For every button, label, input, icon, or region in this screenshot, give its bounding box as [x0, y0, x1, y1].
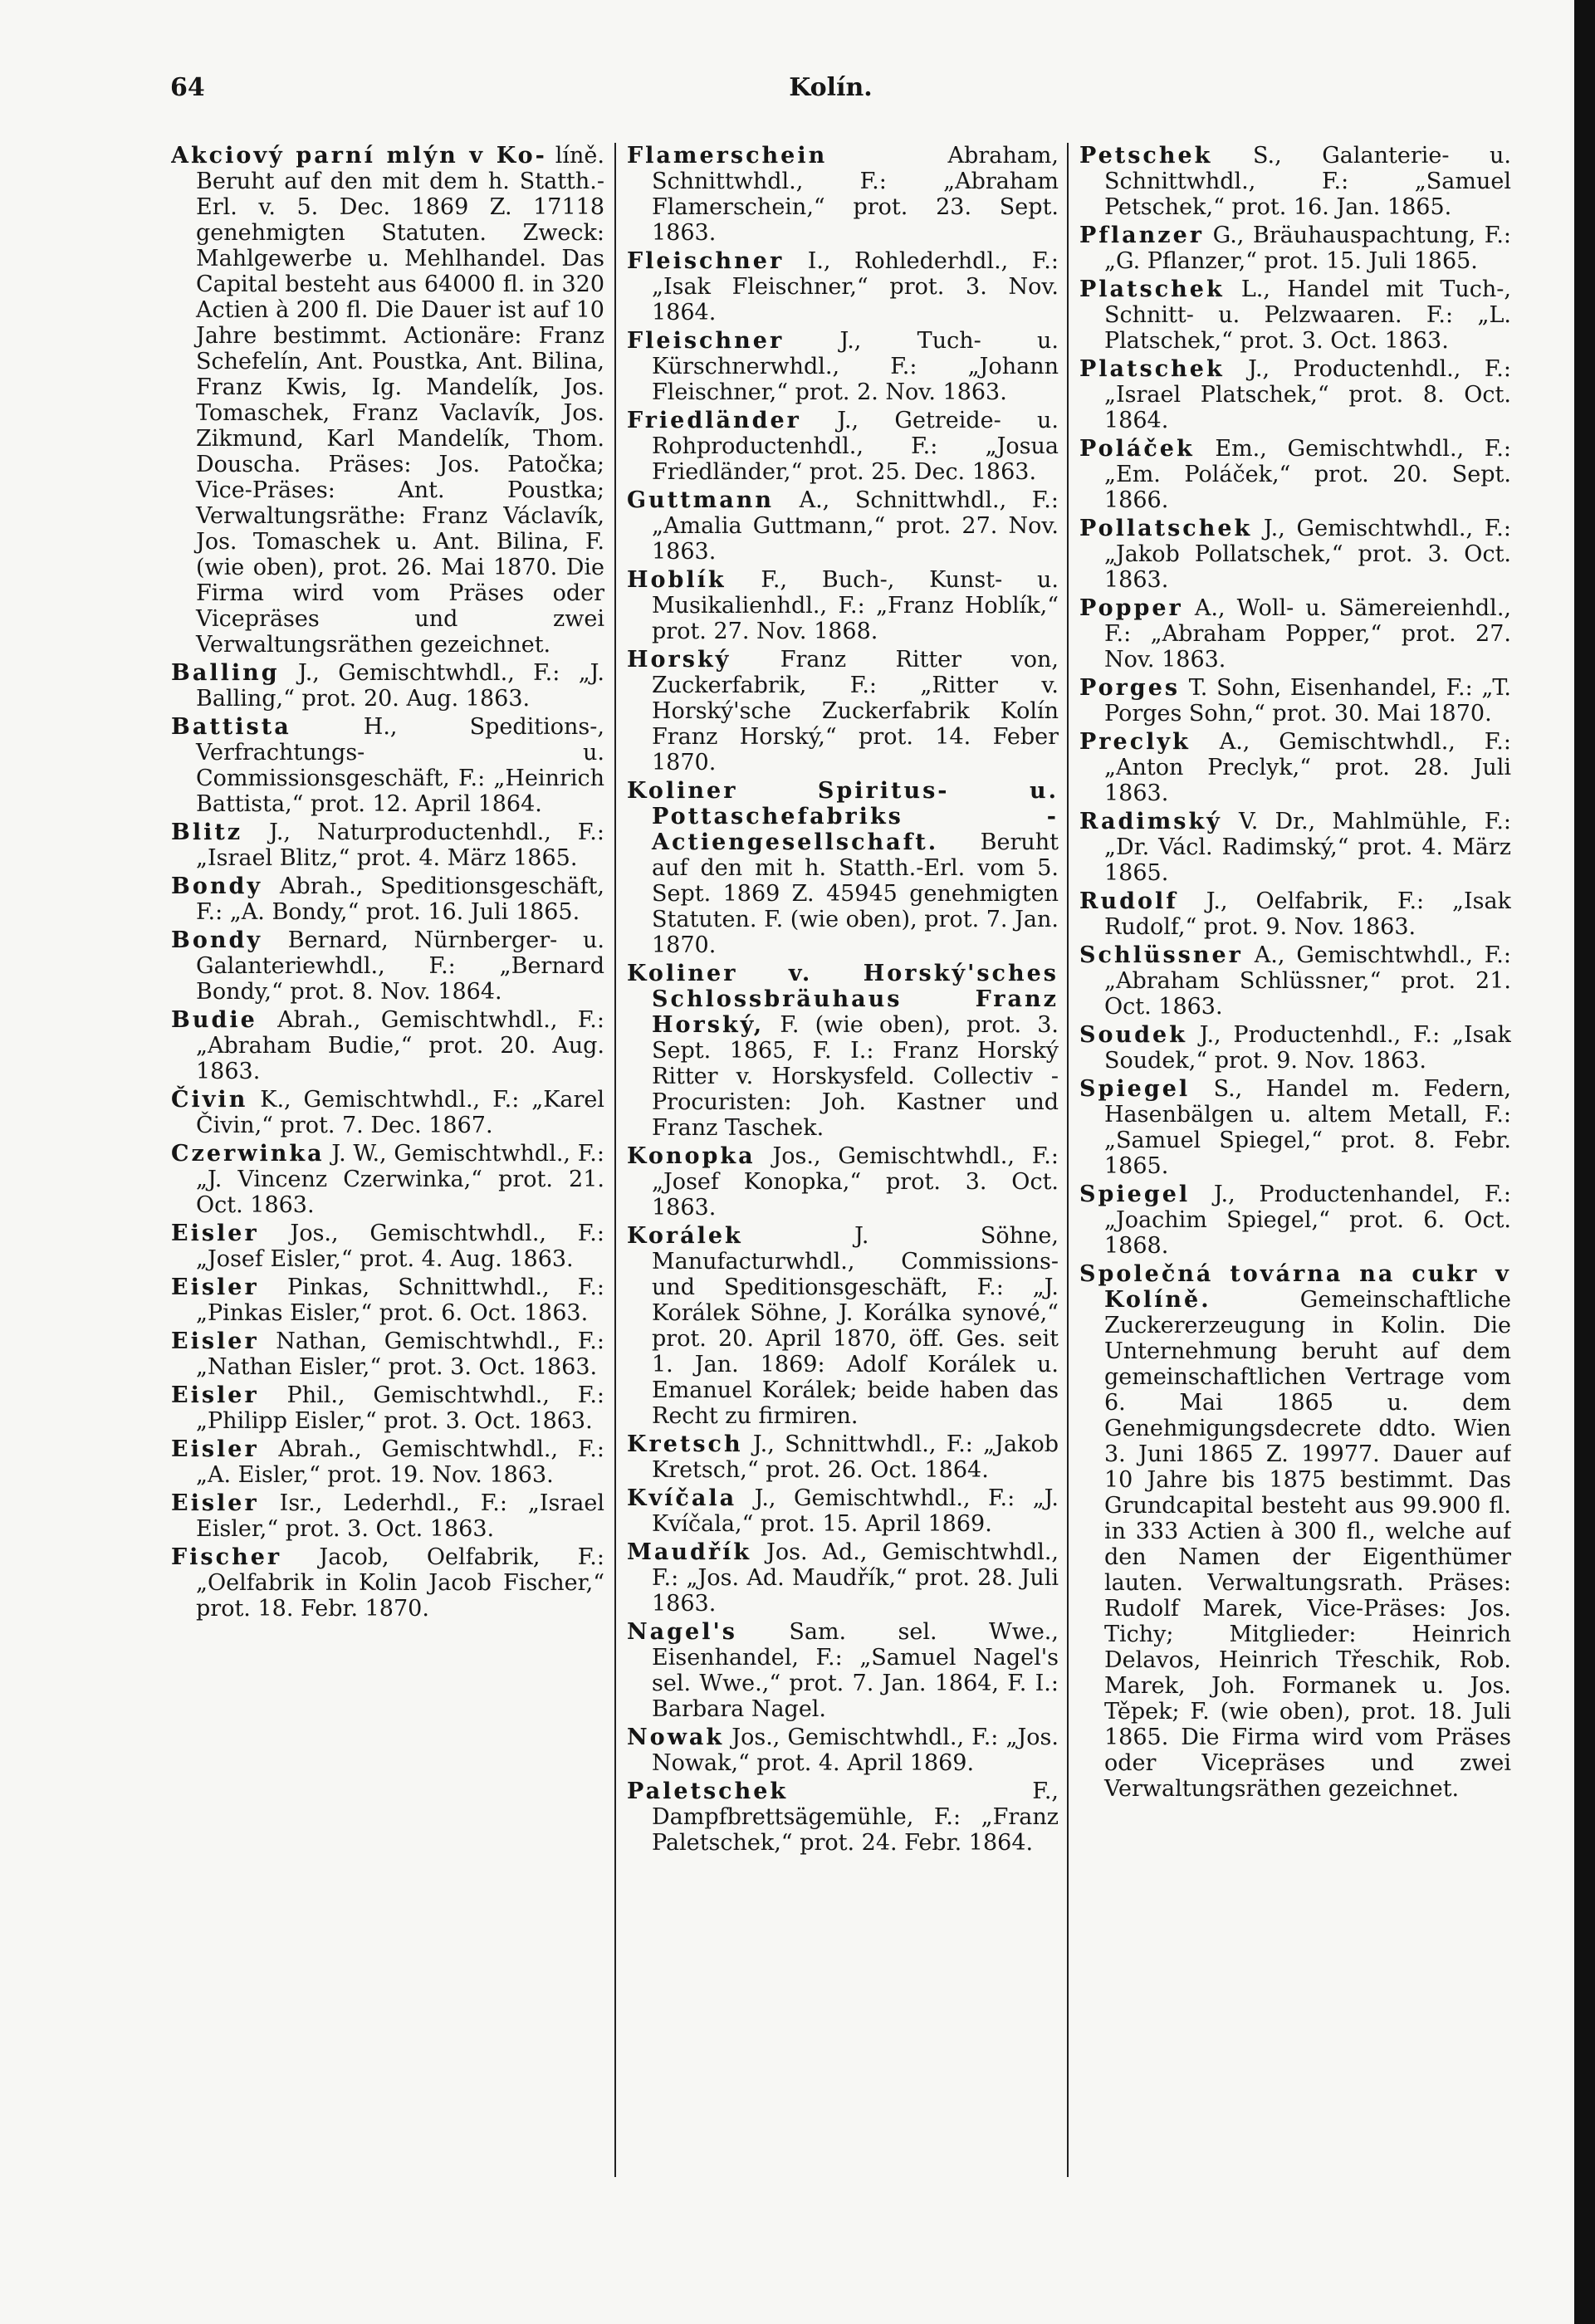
entry-text: L., Handel mit Tuch-, Schnitt- u. Pelzwaaren. F.: „L. Platschek,“ prot. 3. Oct. 1863. [1104, 276, 1511, 354]
entry-name: Poláček [1079, 436, 1195, 462]
entry-text: G., Bräuhauspachtung, F.: „G. Pflanzer,“ prot. 15. Juli 1865. [1104, 223, 1511, 274]
entry-text: Jacob, Oelfabrik, F.: „Oelfabrik in Kolin Jacob Fischer,“ prot. 18. Febr. 1870. [196, 1544, 604, 1622]
entry-name: Platschek [1079, 356, 1225, 382]
page-number: 64 [170, 73, 205, 102]
entry-text: A., Woll- u. Sämereienhdl., F.: „Abraham Popper,“ prot. 27. Nov. 1863. [1104, 595, 1511, 673]
directory-entry [171, 1544, 604, 1622]
entry-name: Koliner v. Horský'sches Schlossbräuhaus Franz Horský, [627, 961, 1059, 1038]
directory-entry [171, 1382, 604, 1434]
entry-text: A., Gemischtwhdl., F.: „Anton Preclyk,“ prot. 28. Juli 1863. [1104, 729, 1511, 806]
directory-entry [171, 1275, 604, 1326]
entry-name: Bondy [171, 927, 263, 953]
entry-name: Pollatschek [1079, 516, 1253, 541]
entry-text: F. (wie oben), prot. 3. Sept. 1865, F. I.: Franz Horský Ritter v. Horskysfeld. Collectiv - Procuristen: Joh. Kastner und Franz Taschek. [652, 1012, 1059, 1141]
column-3 [1079, 143, 1511, 2185]
entry-name: Fleischner [627, 248, 785, 274]
directory-entry [1079, 1022, 1511, 1074]
directory-entry [627, 1539, 1059, 1617]
directory-entry [627, 1485, 1059, 1537]
entry-text: V. Dr., Mahlmühle, F.: „Dr. Václ. Radimský,“ prot. 4. März 1865. [1104, 809, 1511, 886]
entry-name: Spiegel [1079, 1076, 1191, 1102]
directory-entry [1079, 729, 1511, 806]
entry-text: J., Gemischtwhdl., F.: „Jakob Pollatschek,“ prot. 3. Oct. 1863. [1104, 516, 1511, 593]
entry-text: I., Rohlederhdl., F.: „Isak Fleischner,“ prot. 3. Nov. 1864. [652, 248, 1059, 325]
entry-name: Konopka [627, 1143, 756, 1169]
entry-text: Sam. sel. Wwe., Eisenhandel, F.: „Samuel Nagel's sel. Wwe.,“ prot. 7. Jan. 1864, F. I.: Barbara Nagel. [652, 1619, 1059, 1722]
entry-text: Beruht auf den mit h. Statth.-Erl. vom 5. Sept. 1869 Z. 45945 genehmigten Statuten. F. (wie oben), prot. 7. Jan. 1870. [652, 829, 1059, 958]
directory-entry [627, 1778, 1059, 1856]
entry-name: Kvíčala [627, 1485, 737, 1511]
entry-text: T. Sohn, Eisenhandel, F.: „T. Porges Sohn,“ prot. 30. Mai 1870. [1104, 675, 1511, 727]
entry-text: Phil., Gemischtwhdl., F.: „Philipp Eisler,“ prot. 3. Oct. 1863. [196, 1382, 604, 1434]
entry-name: Flamerschein [627, 143, 828, 169]
entry-text: Abrah., Gemischtwhdl., F.: „A. Eisler,“ prot. 19. Nov. 1863. [196, 1436, 604, 1488]
entry-name: Friedländer [627, 408, 801, 433]
entry-text: Pinkas, Schnittwhdl., F.: „Pinkas Eisler,“ prot. 6. Oct. 1863. [196, 1275, 604, 1326]
entry-text: Jos., Gemischtwhdl., F.: „Josef Konopka,“ prot. 3. Oct. 1863. [652, 1143, 1059, 1221]
entry-name: Bondy [171, 873, 263, 899]
entry-text: Nathan, Gemischtwhdl., F.: „Nathan Eisler,“ prot. 3. Oct. 1863. [196, 1328, 604, 1380]
entry-text: A., Schnittwhdl., F.: „Amalia Guttmann,“ prot. 27. Nov. 1863. [652, 487, 1059, 565]
directory-entry [627, 961, 1059, 1141]
entry-text: A., Gemischtwhdl., F.: „Abraham Schlüssner,“ prot. 21. Oct. 1863. [1104, 942, 1511, 1020]
entry-name: Nagel's [627, 1619, 737, 1645]
entry-name: Petschek [1079, 143, 1213, 169]
entry-text: líně. Beruht auf den mit dem h. Statth.-Erl. v. 5. Dec. 1869 Z. 17118 genehmigten Statuten. Zweck: Mahlgewerbe u. Mehlhandel. Das Capital besteht aus 64000 fl. in 320 Actien à 200 fl. Die Dauer ist auf 10 Jahre bestimmt. Actionäre: Franz Schefelín, Ant. Poustka, Ant. Bilina, Franz Kwis, Ig. Mandelík, Jos. Tomaschek, Franz Vaclavík, Jos. Zikmund, Karl Mandelík, Thom. Douscha. Präses: Jos. Patočka; Vice-Präses: Ant. Poustka; Verwaltungsräthe: Franz Václavík, Jos. Tomaschek u. Ant. Bilina, F. (wie oben), prot. 26. Mai 1870. Die Firma wird vom Präses oder Vicepräses und zwei Verwaltungsräthen gezeichnet. [196, 143, 604, 658]
entry-text: J., Productenhandel, F.: „Joachim Spiegel,“ prot. 6. Oct. 1868. [1104, 1182, 1511, 1259]
column-divider [1067, 143, 1069, 2177]
directory-entry [171, 820, 604, 871]
directory-entry [627, 487, 1059, 565]
entry-text: Franz Ritter von, Zuckerfabrik, F.: „Ritter v. Horský'sche Zuckerfabrik Kolín Franz Horský,“ prot. 14. Feber 1870. [652, 647, 1059, 775]
directory-entry [1079, 223, 1511, 274]
entry-name: Guttmann [627, 487, 774, 513]
directory-entry [627, 1431, 1059, 1483]
directory-entry [627, 1619, 1059, 1722]
entry-name: Soudek [1079, 1022, 1187, 1048]
directory-entry [627, 248, 1059, 325]
directory-entry [171, 660, 604, 712]
directory-entry [171, 873, 604, 925]
entry-text: J., Getreide- u. Rohproductenhdl., F.: „Josua Friedländer,“ prot. 25. Dec. 1863. [652, 408, 1059, 485]
entry-text: J., Gemischtwhdl., F.: „J. Balling,“ prot. 20. Aug. 1863. [196, 660, 604, 712]
entry-text: F., Dampfbrettsägemühle, F.: „Franz Paletschek,“ prot. 24. Febr. 1864. [652, 1778, 1059, 1856]
directory-entry [1079, 888, 1511, 940]
directory-entry [627, 328, 1059, 405]
entry-name: Paletschek [627, 1778, 789, 1804]
directory-entry [1079, 675, 1511, 727]
column-divider [614, 143, 616, 2177]
directory-entry [171, 1087, 604, 1138]
column-2 [627, 143, 1059, 2185]
entry-text: Abrah., Speditionsgeschäft, F.: „A. Bondy,“ prot. 16. Juli 1865. [196, 873, 604, 925]
entry-text: Abraham, Schnittwhdl., F.: „Abraham Flamerschein,“ prot. 23. Sept. 1863. [652, 143, 1059, 246]
entry-text: H., Speditions-, Verfrachtungs- u. Commissionsgeschäft, F.: „Heinrich Battista,“ prot. 12. April 1864. [196, 714, 604, 817]
entry-name: Hoblík [627, 567, 727, 593]
entry-name: Čivin [171, 1087, 248, 1113]
entry-name: Porges [1079, 675, 1181, 701]
entry-name: Eisler [171, 1490, 259, 1516]
entry-name: Eisler [171, 1221, 259, 1246]
directory-entry [627, 647, 1059, 775]
entry-name: Pflanzer [1079, 223, 1205, 248]
entry-name: Maudřík [627, 1539, 752, 1565]
directory-entry [1079, 809, 1511, 886]
directory-entry [171, 1141, 604, 1218]
entry-name: Horský [627, 647, 731, 673]
directory-entry [171, 714, 604, 817]
entry-text: J., Gemischtwhdl., F.: „J. Kvíčala,“ prot. 15. April 1869. [652, 1485, 1059, 1537]
directory-entry [627, 143, 1059, 246]
directory-entry [171, 1007, 604, 1084]
column-1 [171, 143, 604, 2185]
directory-entry [171, 1328, 604, 1380]
entry-text: Jos. Ad., Gemischtwhdl., F.: „Jos. Ad. Maudřík,“ prot. 28. Juli 1863. [652, 1539, 1059, 1617]
directory-entry [171, 1436, 604, 1488]
entry-text: S., Galanterie- u. Schnittwhdl., F.: „Samuel Petschek,“ prot. 16. Jan. 1865. [1104, 143, 1511, 220]
entry-text: Em., Gemischtwhdl., F.: „Em. Poláček,“ prot. 20. Sept. 1866. [1104, 436, 1511, 513]
entry-text: Gemeinschaftliche Zuckererzeugung in Kolin. Die Unternehmung beruht auf dem gemeinschaftlichen Vertrage vom 6. Mai 1865 u. dem Genehmigungsdecrete ddto. Wien 3. Juni 1865 Z. 19977. Dauer auf 10 Jahre bis 1875 bestimmt. Das Grundcapital besteht aus 99.900 fl. in 333 Actien à 300 fl., welche auf den Namen der Eigenthümer lauten. Verwaltungsrath. Präses: Rudolf Marek, Vice-Präses: Jos. Tichy; Mitglieder: Heinrich Delavos, Heinrich Třeschik, Rob. Marek, Joh. Formanek u. Jos. Těpek; F. (wie oben), prot. 18. Juli 1865. Die Firma wird vom Präses oder Vicepräses und zwei Verwaltungsräthen gezeichnet. [1104, 1287, 1511, 1802]
directory-entry [1079, 143, 1511, 220]
entry-text: S., Handel m. Federn, Hasenbälgen u. altem Metall, F.: „Samuel Spiegel,“ prot. 8. Febr. 1865. [1104, 1076, 1511, 1179]
entry-name: Eisler [171, 1275, 259, 1300]
directory-entry [171, 1490, 604, 1542]
directory-entry [1079, 1182, 1511, 1259]
entry-name: Nowak [627, 1725, 725, 1750]
entry-text: J., Tuch- u. Kürschnerwhdl., F.: „Johann Fleischner,“ prot. 2. Nov. 1863. [652, 328, 1059, 405]
entry-name: Radimský [1079, 809, 1222, 834]
entry-name: Společná továrna na cukr v Kolíně. [1079, 1261, 1511, 1313]
directory-entry [1079, 595, 1511, 673]
directory-entry [1079, 1076, 1511, 1179]
directory-entry [1079, 942, 1511, 1020]
entry-name: Akciový parní mlýn v Ko- [171, 143, 547, 169]
entry-name: Kretsch [627, 1431, 743, 1457]
directory-entry [1079, 516, 1511, 593]
directory-entry [1079, 356, 1511, 433]
directory-entry [171, 143, 604, 658]
entry-name: Blitz [171, 820, 243, 845]
entry-name: Fischer [171, 1544, 282, 1570]
entry-name: Koliner Spiritus- u. Pottaschefabriks - Actiengesellschaft. [627, 778, 1059, 855]
page-header [170, 73, 1491, 106]
entry-name: Korálek [627, 1223, 743, 1249]
entry-text: Jos., Gemischtwhdl., F.: „Jos. Nowak,“ prot. 4. April 1869. [652, 1725, 1059, 1776]
entry-name: Eisler [171, 1382, 259, 1408]
entry-name: Czerwinka [171, 1141, 325, 1167]
directory-entry [171, 927, 604, 1005]
entry-text: J., Schnittwhdl., F.: „Jakob Kretsch,“ prot. 26. Oct. 1864. [652, 1431, 1059, 1483]
directory-entry [1079, 436, 1511, 513]
entry-text: Isr., Lederhdl., F.: „Israel Eisler,“ prot. 3. Oct. 1863. [196, 1490, 604, 1542]
directory-entry [627, 408, 1059, 485]
entry-text: K., Gemischtwhdl., F.: „Karel Čivin,“ prot. 7. Dec. 1867. [196, 1087, 604, 1138]
entry-text: F., Buch-, Kunst- u. Musikalienhdl., F.: „Franz Hoblík,“ prot. 27. Nov. 1868. [652, 567, 1059, 644]
directory-entry [627, 1143, 1059, 1221]
directory-entry [627, 778, 1059, 958]
entry-name: Preclyk [1079, 729, 1191, 755]
entry-name: Battista [171, 714, 291, 740]
entry-name: Budie [171, 1007, 257, 1033]
directory-entry [1079, 1261, 1511, 1802]
entry-name: Eisler [171, 1436, 259, 1462]
entry-name: Rudolf [1079, 888, 1178, 914]
entry-text: Abrah., Gemischtwhdl., F.: „Abraham Budie,“ prot. 20. Aug. 1863. [196, 1007, 604, 1084]
entry-text: Jos., Gemischtwhdl., F.: „Josef Eisler,“ prot. 4. Aug. 1863. [196, 1221, 604, 1272]
entry-text: Bernard, Nürnberger- u. Galanteriewhdl., F.: „Bernard Bondy,“ prot. 8. Nov. 1864. [196, 927, 604, 1005]
entry-text: J., Naturproductenhdl., F.: „Israel Blitz,“ prot. 4. März 1865. [196, 820, 604, 871]
directory-entry [627, 1725, 1059, 1776]
entry-name: Spiegel [1079, 1182, 1191, 1207]
entry-name: Eisler [171, 1328, 259, 1354]
entry-text: J., Productenhdl., F.: „Isak Soudek,“ prot. 9. Nov. 1863. [1104, 1022, 1511, 1074]
entry-name: Platschek [1079, 276, 1225, 302]
entry-name: Popper [1079, 595, 1183, 621]
directory-entry [171, 1221, 604, 1272]
entry-name: Schlüssner [1079, 942, 1243, 968]
running-title: Kolín. [789, 73, 873, 102]
entry-name: Fleischner [627, 328, 785, 354]
directory-entry [627, 567, 1059, 644]
directory-entry [627, 1223, 1059, 1429]
entry-text: J., Productenhdl., F.: „Israel Platschek,“ prot. 8. Oct. 1864. [1104, 356, 1511, 433]
entry-text: J. Söhne, Manufacturwhdl., Commissions- und Speditionsgeschäft, F.: „J. Korálek Söhne, J. Korálka synové,“ prot. 20. April 1870, öff. Ges. seit 1. Jan. 1869: Adolf Korálek u. Emanuel Korálek; beide haben das Recht zu firmiren. [652, 1223, 1059, 1429]
entry-text: J. W., Gemischtwhdl., F.: „J. Vincenz Czerwinka,“ prot. 21. Oct. 1863. [196, 1141, 604, 1218]
entry-text: J., Oelfabrik, F.: „Isak Rudolf,“ prot. 9. Nov. 1863. [1104, 888, 1511, 940]
directory-entry [1079, 276, 1511, 354]
entry-name: Balling [171, 660, 280, 686]
